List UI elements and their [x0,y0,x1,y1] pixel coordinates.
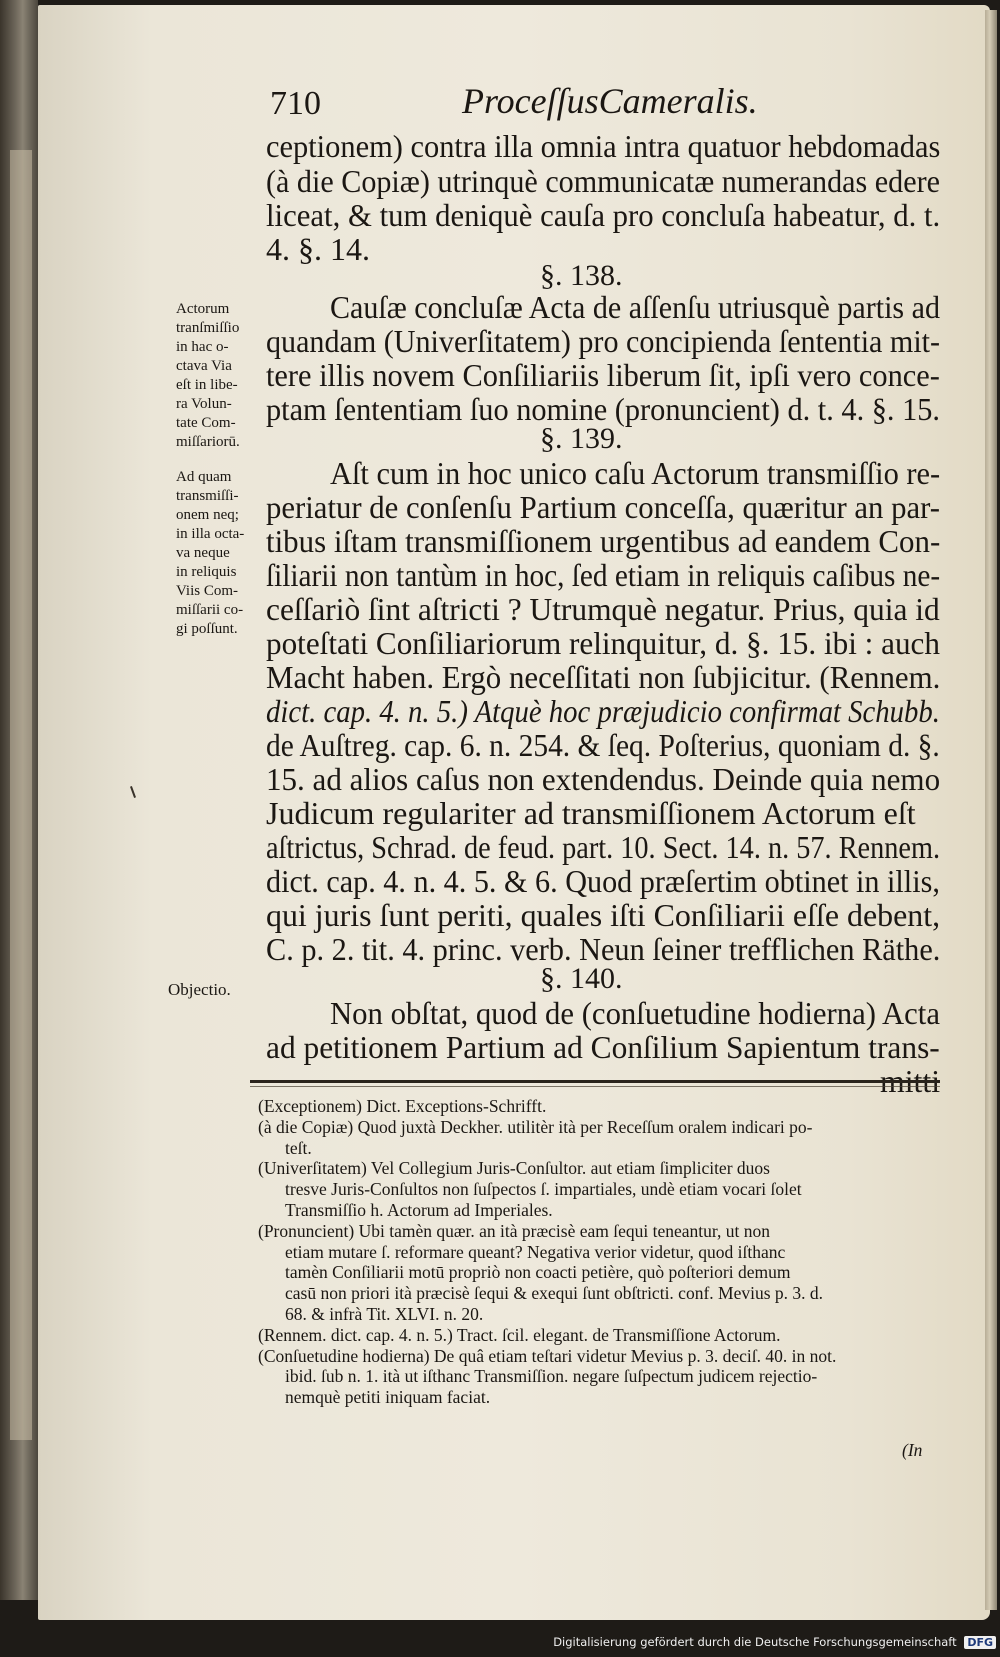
section-heading-140: §. 140. [540,962,623,995]
footnote-line: teſt. [285,1137,312,1158]
body-line: C. p. 2. tit. 4. princ. verb. Neun ſeiner trefflichen Räthe. [266,931,941,967]
body-line: aſtrictus, Schrad. de feud. part. 10. Sect. 14. n. 57. Rennem. [266,829,941,865]
body-line: ad petitionem Partium ad Conſilium Sapientum trans- [266,1029,940,1065]
footnote-line: (Exceptionem) Dict. Exceptions-Schrifft. [258,1096,547,1116]
body-line: ſiliarii non tantùm in hoc, ſed etiam in reliquis caſibus ne- [266,557,941,593]
body-line: ptam ſententiam ſuo nomine (pronuncient) d. t. 4. §. 15. [266,391,940,427]
body-line: quandam (Univerſitatem) pro concipienda ſententia mit- [266,323,941,359]
footnote-line: etiam mutare ſ. reformare queant? Negativa verior videtur, quod iſthanc [285,1241,786,1262]
body-line: tibus iſtam transmiſſionem urgentibus ad eandem Con- [266,523,941,559]
footnote-line: (Univerſitatem) Vel Collegium Juris-Conſultor. aut etiam ſimpliciter duos [258,1158,770,1179]
marginal-line: tate Com- [176,415,236,431]
footnote-line: Transmiſſio h. Actorum ad Imperiales. [285,1200,553,1220]
footnote-rule [250,1080,940,1083]
page-number: 710 [270,85,321,122]
marginal-line: Viis Com- [176,583,239,599]
footnote-line: (Rennem. dict. cap. 4. n. 5.) Tract. ſcil. elegant. de Transmiſſione Actorum. [258,1324,781,1345]
book-binding [0,0,38,1600]
funding-credit: Digitalisierung gefördert durch die Deutsche Forschungsgemeinschaft [553,1635,957,1649]
footnote-line: tamèn Conſiliarii motū propriò non coacti petière, quò poſteriori demum [285,1262,791,1283]
body-line: ceptionem) contra illa omnia intra quatuor hebdomadas [266,128,941,164]
body-line: 15. ad alios caſus non extendendus. Deinde quia nemo [266,761,941,797]
marginal-line: Ad quam [176,469,232,485]
footnote-line: (Pronuncient) Ubi tamèn quær. an ità præcisè eam ſequi teneantur, ut non [258,1220,771,1241]
footnote-catchword: (In [902,1440,923,1460]
body-line: (à die Copiæ) utrinquè communicatæ numerandas edere [266,163,940,199]
marginal-line: eſt in libe- [176,377,238,393]
footnote-rule-thin [250,1086,940,1087]
marginal-note-138 [176,300,276,452]
body-line: Aſt cum in hoc unico caſu Actorum transmiſſio re- [330,455,941,491]
footnote-line: (à die Copiæ) Quod juxtà Deckher. utilitèr ità per Receſſum oralem indicari po- [258,1116,813,1137]
body-line: dict. cap. 4. n. 5.) Atquè hoc præjudicio confirmat Schubb. [266,693,940,729]
marginal-line: gi poſſunt. [176,621,238,637]
footnote-line: casū non priori ità præcisè ſequi & exequi ſunt obſtricti. conf. Mevius p. 3. d. [285,1283,824,1304]
body-line: liceat, & tum deniquè cauſa pro concluſa habeatur, d. t. [266,197,941,233]
body-line: ceſſariò ſint aſtricti ? Utrumquè negatur. Prius, quia id [266,591,940,627]
body-line: qui juris ſunt periti, quales iſti Conſiliarii eſſe debent, [266,897,941,933]
page-edge [985,10,997,1610]
marginal-note-140 [168,980,268,999]
footnote-line: tresve Juris-Conſultos non ſuſpectos ſ. impartiales, undè etiam vocari ſolet [285,1179,802,1200]
marginal-line: onem neq; [176,507,239,523]
marginal-line: Actorum [176,301,230,317]
body-line: poteſtati Conſiliariorum relinquitur, d. §. 15. ibi : auch [266,625,940,661]
body-line: Cauſæ concluſæ Acta de aſſenſu utriusquè partis ad [330,289,940,325]
body-line: Judicum regulariter ad transmiſſionem Actorum eſt [266,795,916,831]
marginal-line: miſſariorū. [176,434,240,450]
body-line: Macht haben. Ergò neceſſitati non ſubjicitur. (Rennem. [266,659,941,695]
marginal-line: in hac o- [176,339,229,355]
footnote-line: ibid. ſub n. 1. ità ut iſthanc Transmiſſion. negare ſuſpectum judicem rejectio- [285,1366,818,1387]
body-line: de Auſtreg. cap. 6. n. 254. & ſeq. Poſterius, quoniam d. §. [266,727,940,763]
body-line: Non obſtat, quod de (conſuetudine hodierna) Acta [330,995,940,1031]
marginal-line: va neque [176,545,230,561]
footnote-line: (Conſuetudine hodierna) De quâ etiam teſtari videtur Mevius p. 3. deciſ. 40. in not. [258,1345,837,1366]
body-line: tere illis novem Conſiliariis liberum ſit, ipſi vero conce- [266,357,940,393]
marginal-line: in illa octa- [176,526,245,542]
marginal-line: miſſarii co- [176,602,244,618]
marginal-line: in reliquis [176,564,237,580]
marginal-line: transmiſſi- [176,488,239,504]
marginal-note-139 [176,468,276,639]
marginal-line: ctava Via [176,358,232,374]
dfg-logo: DFG [964,1636,996,1649]
footnote-line: 68. & infrà Tit. XLVI. n. 20. [285,1304,484,1324]
section-heading-139: §. 139. [540,422,623,455]
running-head: ProceſſusCameralis. [462,81,758,121]
marginal-line: Objectio. [168,980,231,999]
marginal-line: tranſmiſſio [176,320,240,336]
body-line: 4. §. 14. [266,231,370,267]
body-line: periatur de conſenſu Partium conceſſa, quæritur an par- [266,489,940,525]
digitization-footer [553,1635,996,1655]
footnote-line: nemquè petiti iniquam faciat. [285,1387,491,1408]
book-spine-inner [10,150,32,1440]
section-heading-138: §. 138. [540,259,623,292]
marginal-line: ra Volun- [176,396,232,412]
body-line: dict. cap. 4. n. 4. 5. & 6. Quod præſertim obtinet in illis, [266,863,940,899]
